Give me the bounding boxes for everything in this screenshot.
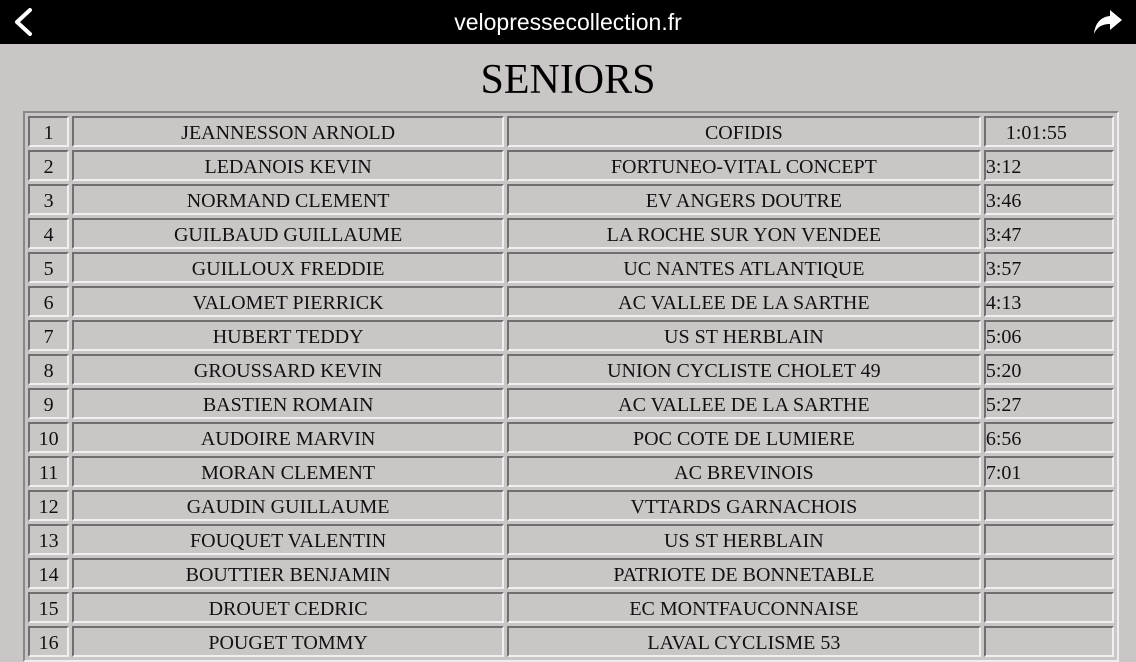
team-cell (507, 218, 981, 249)
time-cell (984, 388, 1114, 419)
rank-cell-text: 7 (43, 326, 54, 348)
team-cell-text: EC MONTFAUCONNAISE (629, 598, 859, 620)
rider-name-cell (72, 490, 504, 521)
rank-cell (28, 388, 69, 419)
time-cell-text: 1:01:55 (1005, 122, 1067, 144)
rank-cell (28, 558, 69, 589)
time-cell (984, 592, 1114, 623)
rank-cell (28, 456, 69, 487)
rider-name-cell (72, 456, 504, 487)
rank-cell-text: 4 (43, 224, 54, 246)
table-row (28, 558, 1114, 589)
team-cell (507, 558, 981, 589)
rider-name-cell (72, 252, 504, 283)
team-cell (507, 388, 981, 419)
team-cell-text: AC VALLEE DE LA SARTHE (618, 394, 870, 416)
table-row (28, 218, 1114, 249)
rank-cell (28, 184, 69, 215)
rider-name-cell-text: GUILLOUX FREDDIE (191, 258, 385, 280)
time-cell (984, 422, 1114, 453)
rank-cell-text: 15 (38, 598, 59, 620)
time-cell (984, 558, 1114, 589)
rider-name-cell-text: NORMAND CLEMENT (186, 190, 390, 212)
team-cell-text: COFIDIS (704, 122, 783, 144)
rank-cell-text: 9 (43, 394, 54, 416)
time-cell-text: 3:46 (985, 190, 1022, 212)
team-cell-text: UC NANTES ATLANTIQUE (623, 258, 865, 280)
rider-name-cell (72, 422, 504, 453)
rider-name-cell (72, 218, 504, 249)
rank-cell-text: 10 (38, 428, 59, 450)
time-cell (984, 490, 1114, 521)
rank-cell-text: 5 (43, 258, 54, 280)
team-cell (507, 320, 981, 351)
rider-name-cell (72, 150, 504, 181)
url-label[interactable]: velopressecollection.fr (454, 9, 682, 35)
team-cell-text: US ST HERBLAIN (664, 326, 824, 348)
rank-cell (28, 116, 69, 147)
time-cell (984, 116, 1114, 147)
results-table (23, 111, 1119, 662)
rank-cell-text: 8 (43, 360, 54, 382)
time-cell (984, 252, 1114, 283)
team-cell-text: AC VALLEE DE LA SARTHE (618, 292, 870, 314)
team-cell-text: US ST HERBLAIN (664, 530, 824, 552)
team-cell-text: VTTARDS GARNACHOIS (630, 496, 858, 518)
rank-cell-text: 3 (43, 190, 54, 212)
rank-cell (28, 252, 69, 283)
rank-cell-text: 12 (38, 496, 59, 518)
team-cell (507, 116, 981, 147)
share-button[interactable] (1092, 7, 1124, 37)
rider-name-cell-text: AUDOIRE MARVIN (200, 428, 376, 450)
rank-cell-text: 6 (43, 292, 54, 314)
rider-name-cell-text: LEDANOIS KEVIN (204, 156, 372, 178)
time-cell-text: 5:27 (985, 394, 1022, 416)
rider-name-cell-text: HUBERT TEDDY (212, 326, 364, 348)
rank-cell-text: 11 (39, 462, 59, 484)
browser-toolbar (0, 0, 1136, 44)
table-row (28, 150, 1114, 181)
rank-cell (28, 592, 69, 623)
team-cell-text: FORTUNEO-VITAL CONCEPT (610, 156, 877, 178)
team-cell-text: LAVAL CYCLISME 53 (647, 632, 841, 654)
rank-cell (28, 218, 69, 249)
rider-name-cell (72, 626, 504, 657)
table-row (28, 286, 1114, 317)
rank-cell (28, 422, 69, 453)
rider-name-cell (72, 286, 504, 317)
rider-name-cell (72, 116, 504, 147)
rider-name-cell-text: GROUSSARD KEVIN (193, 360, 383, 382)
rider-name-cell (72, 354, 504, 385)
time-cell (984, 524, 1114, 555)
table-row (28, 388, 1114, 419)
rider-name-cell-text: GUILBAUD GUILLAUME (173, 224, 403, 246)
team-cell (507, 592, 981, 623)
team-cell (507, 490, 981, 521)
time-cell (984, 184, 1114, 215)
team-cell (507, 286, 981, 317)
rider-name-cell-text: DROUET CEDRIC (208, 598, 368, 620)
rider-name-cell (72, 524, 504, 555)
table-row (28, 592, 1114, 623)
team-cell (507, 422, 981, 453)
time-cell-text: 4:13 (985, 292, 1022, 314)
team-cell (507, 626, 981, 657)
rank-cell-text: 2 (43, 156, 54, 178)
team-cell-text: EV ANGERS DOUTRE (645, 190, 843, 212)
time-cell (984, 626, 1114, 657)
team-cell-text: POC COTE DE LUMIERE (633, 428, 855, 450)
rank-cell-text: 16 (38, 632, 59, 654)
rank-cell-text: 14 (38, 564, 59, 586)
team-cell-text: AC BREVINOIS (674, 462, 814, 484)
time-cell-text: 3:12 (985, 156, 1022, 178)
rank-cell (28, 150, 69, 181)
table-row (28, 626, 1114, 657)
rank-cell-text: 13 (38, 530, 59, 552)
table-row (28, 354, 1114, 385)
time-cell (984, 354, 1114, 385)
rider-name-cell-text: VALOMET PIERRICK (192, 292, 384, 314)
time-cell (984, 320, 1114, 351)
rank-cell-text: 1 (43, 122, 54, 144)
time-cell-text: 3:57 (985, 258, 1022, 280)
table-row (28, 490, 1114, 521)
table-row (28, 456, 1114, 487)
rider-name-cell (72, 592, 504, 623)
time-cell-text: 6:56 (985, 428, 1022, 450)
table-row (28, 252, 1114, 283)
rider-name-cell-text: BOUTTIER BENJAMIN (185, 564, 391, 586)
table-row (28, 422, 1114, 453)
rider-name-cell-text: MORAN CLEMENT (201, 462, 376, 484)
team-cell-text: PATRIOTE DE BONNETABLE (613, 564, 875, 586)
team-cell (507, 524, 981, 555)
rider-name-cell (72, 320, 504, 351)
team-cell-text: LA ROCHE SUR YON VENDEE (606, 224, 882, 246)
time-cell (984, 218, 1114, 249)
team-cell (507, 252, 981, 283)
rider-name-cell-text: FOUQUET VALENTIN (190, 530, 387, 552)
rider-name-cell-text: JEANNESSON ARNOLD (181, 122, 396, 144)
rank-cell (28, 626, 69, 657)
rank-cell (28, 524, 69, 555)
page-title: SENIORS (480, 57, 656, 103)
rider-name-cell (72, 388, 504, 419)
table-row (28, 524, 1114, 555)
table-row (28, 320, 1114, 351)
time-cell-text: 7:01 (985, 462, 1022, 484)
table-row (28, 116, 1114, 147)
time-cell (984, 286, 1114, 317)
rank-cell (28, 286, 69, 317)
table-row (28, 184, 1114, 215)
team-cell-text: UNION CYCLISTE CHOLET 49 (607, 360, 881, 382)
rank-cell (28, 490, 69, 521)
team-cell (507, 150, 981, 181)
time-cell-text: 5:20 (985, 360, 1022, 382)
rider-name-cell (72, 184, 504, 215)
team-cell (507, 184, 981, 215)
team-cell (507, 456, 981, 487)
rider-name-cell (72, 558, 504, 589)
time-cell-text: 5:06 (985, 326, 1022, 348)
rider-name-cell-text: POUGET TOMMY (208, 632, 368, 654)
time-cell (984, 150, 1114, 181)
rider-name-cell-text: GAUDIN GUILLAUME (186, 496, 390, 518)
rank-cell (28, 354, 69, 385)
team-cell (507, 354, 981, 385)
share-arrow-icon (1092, 7, 1124, 37)
rider-name-cell-text: BASTIEN ROMAIN (202, 394, 374, 416)
page-content (0, 44, 1136, 654)
time-cell (984, 456, 1114, 487)
rank-cell (28, 320, 69, 351)
time-cell-text: 3:47 (985, 224, 1022, 246)
